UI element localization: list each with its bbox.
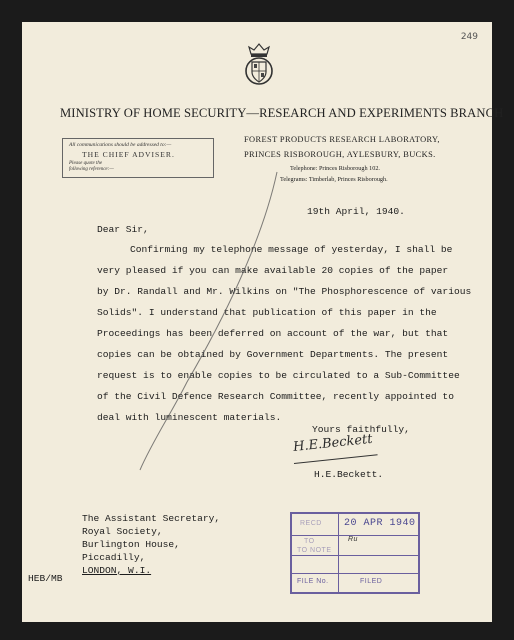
recipient-line: LONDON, W.I. — [82, 565, 152, 576]
body-line: Confirming my telephone message of yesterday, I shall be — [130, 244, 453, 255]
closing: Yours faithfully, — [312, 424, 410, 435]
body-line: Proceedings has been deferred on account of the war, but that — [97, 328, 449, 339]
recipient-line: Piccadilly, — [82, 552, 146, 563]
body-line: Solids". I understand that publication of this paper in the — [97, 307, 437, 318]
recipient-line: The Assistant Secretary, — [82, 513, 221, 524]
address-box-reference: Please quote the following reference:— — [69, 161, 114, 172]
folio-number: 249 — [460, 32, 478, 42]
body-line: very pleased if you can make available 20 copies of the paper — [97, 265, 449, 276]
royal-crest-icon — [242, 42, 276, 88]
stamp-initials: Ru — [348, 536, 358, 543]
stamp-divider — [292, 555, 418, 556]
stamp-date: 20 APR 1940 — [344, 518, 416, 529]
address-box — [62, 138, 214, 178]
signer-name: H.E.Beckett. — [314, 469, 384, 480]
telephone-line: Telephone: Princes Risborough 102. — [290, 165, 380, 172]
address-box-addressee: THE CHIEF ADVISER. — [82, 150, 175, 159]
recipient-line: Royal Society, — [82, 526, 163, 537]
stamp-filed-label: FILED — [360, 578, 383, 585]
signature-underline — [294, 454, 378, 464]
laboratory-name: FOREST PRODUCTS RESEARCH LABORATORY, — [244, 135, 440, 144]
body-line: deal with luminescent materials. — [97, 412, 282, 423]
telegrams-line: Telegrams: Timberlab, Princes Risborough. — [280, 176, 388, 183]
body-line: by Dr. Randall and Mr. Wilkins on "The Phosphorescence of various — [97, 286, 472, 297]
ministry-heading: MINISTRY OF HOME SECURITY—RESEARCH AND EXPERIMENTS BRANCH — [60, 106, 504, 120]
letter-page — [22, 22, 504, 622]
stamp-file-no-label: FILE No. — [297, 578, 329, 585]
stamp-divider — [292, 573, 418, 574]
stamp-column-divider — [338, 514, 339, 592]
body-line: request is to enable copies to be circulated to a Sub-Committee — [97, 370, 460, 381]
stamp-to-note-label: TO NOTE — [297, 547, 332, 554]
reference-code: HEB/MB — [28, 573, 63, 584]
laboratory-address: PRINCES RISBOROUGH, AYLESBURY, BUCKS. — [244, 150, 436, 159]
received-stamp — [290, 512, 420, 594]
body-line: copies can be obtained by Government Departments. The present — [97, 349, 449, 360]
salutation: Dear Sir, — [97, 224, 149, 235]
handwritten-signature: H.E.Beckett — [292, 431, 374, 455]
body-line: of the Civil Defence Research Committee, recently appointed to — [97, 391, 454, 402]
address-box-instruction: All communications should be addressed to:— — [69, 142, 172, 148]
recipient-line: Burlington House, — [82, 539, 180, 550]
stamp-to-label: TO — [304, 538, 315, 545]
stamp-recd-label: RECD — [300, 520, 322, 527]
letter-date: 19th April, 1940. — [307, 206, 405, 217]
